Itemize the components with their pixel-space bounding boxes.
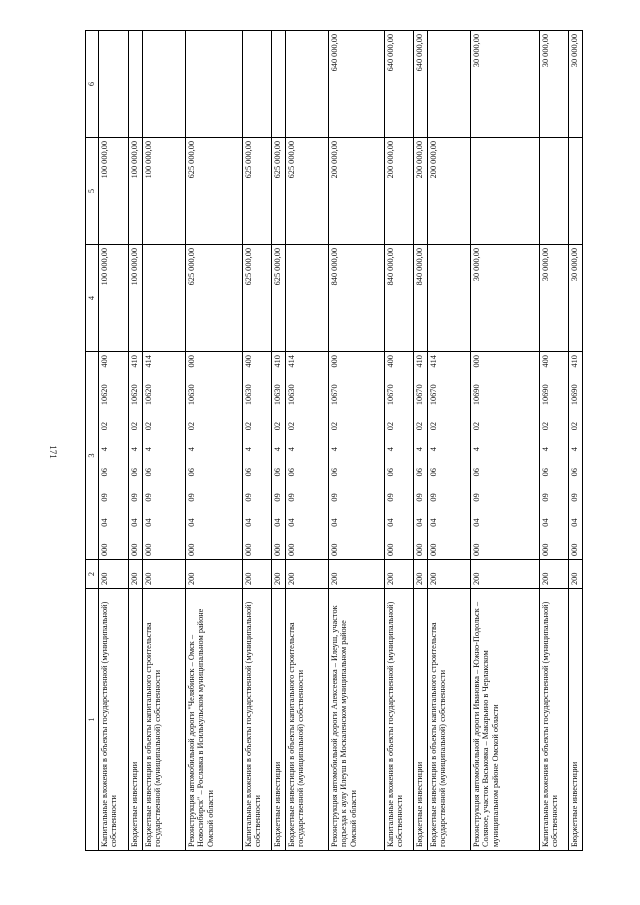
row-name: Реконструкция автомобильной дороги "Челябинск – Омск – Новосибирск" – Рославка в Исилькульском муниципальном районе Омской области xyxy=(185,589,242,851)
row-value-col5: 625 000,00 xyxy=(242,138,271,245)
row-code-200: 200 xyxy=(568,560,582,589)
code-part: 410 xyxy=(272,355,282,368)
table-row xyxy=(470,31,539,851)
code-part: 04 xyxy=(428,518,438,527)
row-value-col4: 30 000,00 xyxy=(470,245,539,352)
column-header: 1 xyxy=(86,589,99,851)
row-value-col4: 625 000,00 xyxy=(242,245,271,352)
code-part: 09 xyxy=(329,493,339,502)
row-value-col4 xyxy=(427,245,470,352)
code-parts xyxy=(415,355,425,556)
code-part: 10630 xyxy=(186,384,196,406)
code-part: 10620 xyxy=(99,384,109,406)
code-part: 06 xyxy=(286,468,296,477)
row-classification-code xyxy=(271,352,285,560)
code-part: 4 xyxy=(143,447,153,452)
page-number: 171 xyxy=(48,445,58,459)
code-part: 4 xyxy=(540,447,550,452)
row-name: Бюджетные инвестиции xyxy=(128,589,142,851)
row-name: Бюджетные инвестиции в объекты капитального строительства государственной (муниципальной) собственности xyxy=(427,589,470,851)
code-part: 04 xyxy=(99,518,109,527)
row-name: Реконструкция автомобильной дороги Ивановка – Южно-Подольск – Соляное, участок Васьковка – Макарьино в Черлакском муниципальном районе Омской области xyxy=(470,589,539,851)
code-part: 02 xyxy=(414,421,424,431)
row-value-col5 xyxy=(539,138,568,245)
row-name: Реконструкция автомобильной дороги Алексеевка – Илеуш, участок подъезда к аулу Илеуш в Москаленском муниципальном районе Омской области xyxy=(328,589,384,851)
code-part: 10670 xyxy=(414,384,424,406)
row-classification-code xyxy=(539,352,568,560)
code-part: 10670 xyxy=(385,384,395,406)
code-part: 02 xyxy=(286,421,296,431)
row-value-col5: 200 000,00 xyxy=(413,138,427,245)
row-value-col6 xyxy=(242,31,271,138)
code-part: 10630 xyxy=(272,384,282,406)
code-part: 09 xyxy=(143,493,153,502)
code-part: 06 xyxy=(569,468,579,477)
code-part: 06 xyxy=(414,468,424,477)
code-part: 000 xyxy=(329,355,339,368)
code-part: 000 xyxy=(99,543,109,556)
row-value-col4: 30 000,00 xyxy=(539,245,568,352)
row-value-col5: 200 000,00 xyxy=(384,138,413,245)
rotated-page xyxy=(85,31,620,851)
code-part: 000 xyxy=(471,543,481,556)
code-part: 410 xyxy=(569,355,579,368)
row-name: Бюджетные инвестиции xyxy=(568,589,582,851)
code-part: 000 xyxy=(129,543,139,556)
code-part: 414 xyxy=(286,355,296,368)
code-part: 4 xyxy=(243,447,253,452)
column-header: 6 xyxy=(86,31,99,138)
code-part: 414 xyxy=(143,355,153,368)
code-part: 02 xyxy=(569,421,579,431)
row-value-col6 xyxy=(98,31,128,138)
row-value-col6 xyxy=(271,31,285,138)
code-part: 02 xyxy=(143,421,153,431)
table-row xyxy=(142,31,185,851)
table-row xyxy=(98,31,128,851)
code-part: 4 xyxy=(186,447,196,452)
code-part: 4 xyxy=(385,447,395,452)
code-part: 09 xyxy=(286,493,296,502)
code-parts xyxy=(187,355,197,556)
code-part: 02 xyxy=(243,421,253,431)
code-part: 06 xyxy=(385,468,395,477)
row-value-col4: 100 000,00 xyxy=(128,245,142,352)
code-part: 04 xyxy=(569,518,579,527)
row-classification-code xyxy=(285,352,328,560)
code-part: 10690 xyxy=(540,384,550,406)
budget-table xyxy=(85,30,583,851)
code-part: 06 xyxy=(540,468,550,477)
row-value-col6 xyxy=(128,31,142,138)
row-value-col5: 100 000,00 xyxy=(98,138,128,245)
code-parts xyxy=(472,355,482,556)
code-part: 10690 xyxy=(569,384,579,406)
code-part: 09 xyxy=(428,493,438,502)
code-part: 4 xyxy=(329,447,339,452)
code-part: 02 xyxy=(129,421,139,431)
row-value-col4: 100 000,00 xyxy=(98,245,128,352)
table-row xyxy=(539,31,568,851)
row-value-col6 xyxy=(427,31,470,138)
code-part: 04 xyxy=(414,518,424,527)
row-value-col4: 625 000,00 xyxy=(271,245,285,352)
code-part: 06 xyxy=(186,468,196,477)
table-row xyxy=(185,31,242,851)
code-part: 09 xyxy=(186,493,196,502)
code-part: 000 xyxy=(286,543,296,556)
code-parts xyxy=(130,355,140,556)
row-code-200: 200 xyxy=(271,560,285,589)
code-part: 06 xyxy=(428,468,438,477)
code-part: 000 xyxy=(186,543,196,556)
code-part: 09 xyxy=(243,493,253,502)
code-part: 000 xyxy=(540,543,550,556)
code-part: 06 xyxy=(243,468,253,477)
row-code-200: 200 xyxy=(427,560,470,589)
row-value-col5: 625 000,00 xyxy=(271,138,285,245)
code-part: 000 xyxy=(414,543,424,556)
row-value-col6: 30 000,00 xyxy=(470,31,539,138)
row-code-200: 200 xyxy=(285,560,328,589)
code-part: 10670 xyxy=(428,384,438,406)
row-value-col6 xyxy=(185,31,242,138)
row-name: Капитальные вложения в объекты государственной (муниципальной) собственности xyxy=(384,589,413,851)
code-part: 04 xyxy=(129,518,139,527)
row-value-col5: 625 000,00 xyxy=(285,138,328,245)
code-part: 06 xyxy=(272,468,282,477)
code-part: 09 xyxy=(99,493,109,502)
row-value-col5: 625 000,00 xyxy=(185,138,242,245)
row-code-200: 200 xyxy=(128,560,142,589)
row-code-200: 200 xyxy=(242,560,271,589)
row-value-col6: 640 000,00 xyxy=(384,31,413,138)
row-name: Бюджетные инвестиции в объекты капитального строительства государственной (муниципальной) собственности xyxy=(142,589,185,851)
code-part: 400 xyxy=(540,355,550,368)
code-part: 4 xyxy=(569,447,579,452)
code-parts xyxy=(330,355,340,556)
code-part: 04 xyxy=(540,518,550,527)
code-part: 10620 xyxy=(129,384,139,406)
code-part: 09 xyxy=(129,493,139,502)
code-part: 400 xyxy=(243,355,253,368)
row-value-col5: 200 000,00 xyxy=(328,138,384,245)
code-parts xyxy=(429,355,439,556)
column-header: 4 xyxy=(86,245,99,352)
code-part: 06 xyxy=(143,468,153,477)
table-row xyxy=(242,31,271,851)
code-part: 10670 xyxy=(329,384,339,406)
row-classification-code xyxy=(98,352,128,560)
code-part: 04 xyxy=(471,518,481,527)
table-row xyxy=(328,31,384,851)
code-part: 000 xyxy=(428,543,438,556)
row-code-200: 200 xyxy=(185,560,242,589)
code-part: 06 xyxy=(329,468,339,477)
row-classification-code xyxy=(185,352,242,560)
code-part: 02 xyxy=(272,421,282,431)
row-value-col4 xyxy=(142,245,185,352)
code-part: 02 xyxy=(329,421,339,431)
row-value-col6 xyxy=(142,31,185,138)
code-part: 06 xyxy=(471,468,481,477)
code-part: 4 xyxy=(414,447,424,452)
code-part: 4 xyxy=(129,447,139,452)
row-value-col4: 840 000,00 xyxy=(413,245,427,352)
row-value-col6: 640 000,00 xyxy=(328,31,384,138)
table-row xyxy=(271,31,285,851)
table-row xyxy=(413,31,427,851)
row-classification-code xyxy=(413,352,427,560)
code-part: 09 xyxy=(414,493,424,502)
code-parts xyxy=(570,355,580,556)
row-classification-code xyxy=(384,352,413,560)
code-part: 000 xyxy=(272,543,282,556)
row-code-200: 200 xyxy=(413,560,427,589)
row-value-col6: 640 000,00 xyxy=(413,31,427,138)
row-classification-code xyxy=(427,352,470,560)
table-row xyxy=(568,31,582,851)
code-part: 4 xyxy=(99,447,109,452)
row-value-col5: 100 000,00 xyxy=(128,138,142,245)
code-part: 06 xyxy=(129,468,139,477)
row-value-col5 xyxy=(568,138,582,245)
row-code-200: 200 xyxy=(470,560,539,589)
code-part: 000 xyxy=(329,543,339,556)
code-part: 02 xyxy=(471,421,481,431)
code-part: 400 xyxy=(385,355,395,368)
code-parts xyxy=(100,355,110,556)
code-part: 000 xyxy=(471,355,481,368)
code-part: 4 xyxy=(272,447,282,452)
row-code-200: 200 xyxy=(539,560,568,589)
code-part: 410 xyxy=(129,355,139,368)
row-value-col6 xyxy=(285,31,328,138)
code-part: 000 xyxy=(243,543,253,556)
code-part: 09 xyxy=(272,493,282,502)
code-part: 410 xyxy=(414,355,424,368)
code-part: 04 xyxy=(329,518,339,527)
column-header: 3 xyxy=(86,352,99,560)
code-part: 10620 xyxy=(143,384,153,406)
code-part: 09 xyxy=(385,493,395,502)
code-part: 000 xyxy=(569,543,579,556)
row-classification-code xyxy=(128,352,142,560)
row-code-200: 200 xyxy=(384,560,413,589)
code-part: 4 xyxy=(471,447,481,452)
table-row xyxy=(285,31,328,851)
table-row xyxy=(384,31,413,851)
row-name: Капитальные вложения в объекты государственной (муниципальной) собственности xyxy=(242,589,271,851)
row-value-col5 xyxy=(470,138,539,245)
row-value-col6: 30 000,00 xyxy=(539,31,568,138)
code-part: 4 xyxy=(428,447,438,452)
row-code-200: 200 xyxy=(328,560,384,589)
table-row xyxy=(427,31,470,851)
code-part: 04 xyxy=(272,518,282,527)
code-part: 000 xyxy=(186,355,196,368)
row-classification-code xyxy=(568,352,582,560)
code-part: 04 xyxy=(286,518,296,527)
row-value-col5: 200 000,00 xyxy=(427,138,470,245)
code-part: 400 xyxy=(99,355,109,368)
table-row xyxy=(128,31,142,851)
code-parts xyxy=(144,355,154,556)
code-part: 000 xyxy=(143,543,153,556)
row-name: Капитальные вложения в объекты государственной (муниципальной) собственности xyxy=(539,589,568,851)
row-classification-code xyxy=(328,352,384,560)
code-parts xyxy=(273,355,283,556)
code-parts xyxy=(244,355,254,556)
row-value-col6: 30 000,00 xyxy=(568,31,582,138)
row-classification-code xyxy=(242,352,271,560)
row-name: Бюджетные инвестиции xyxy=(413,589,427,851)
row-value-col4: 625 000,00 xyxy=(185,245,242,352)
code-part: 04 xyxy=(385,518,395,527)
row-name: Бюджетные инвестиции в объекты капитального строительства государственной (муниципальной) собственности xyxy=(285,589,328,851)
code-part: 04 xyxy=(243,518,253,527)
table-body xyxy=(98,31,582,851)
row-value-col4 xyxy=(285,245,328,352)
row-name: Бюджетные инвестиции xyxy=(271,589,285,851)
code-part: 10630 xyxy=(286,384,296,406)
row-value-col4: 30 000,00 xyxy=(568,245,582,352)
code-parts xyxy=(541,355,551,556)
row-classification-code xyxy=(142,352,185,560)
code-part: 000 xyxy=(385,543,395,556)
code-part: 10630 xyxy=(243,384,253,406)
code-part: 02 xyxy=(428,421,438,431)
row-name: Капитальные вложения в объекты государственной (муниципальной) собственности xyxy=(98,589,128,851)
code-part: 414 xyxy=(428,355,438,368)
code-part: 02 xyxy=(99,421,109,431)
code-part: 09 xyxy=(569,493,579,502)
code-parts xyxy=(386,355,396,556)
column-header: 5 xyxy=(86,138,99,245)
code-part: 09 xyxy=(540,493,550,502)
code-part: 06 xyxy=(99,468,109,477)
code-part: 04 xyxy=(186,518,196,527)
code-part: 02 xyxy=(540,421,550,431)
row-value-col4: 840 000,00 xyxy=(328,245,384,352)
row-code-200: 200 xyxy=(142,560,185,589)
code-part: 02 xyxy=(385,421,395,431)
row-code-200: 200 xyxy=(98,560,128,589)
row-value-col4: 840 000,00 xyxy=(384,245,413,352)
row-classification-code xyxy=(470,352,539,560)
header-row xyxy=(86,31,99,851)
code-part: 02 xyxy=(186,421,196,431)
column-header: 2 xyxy=(86,560,99,589)
row-value-col5: 100 000,00 xyxy=(142,138,185,245)
code-part: 10690 xyxy=(471,384,481,406)
code-part: 09 xyxy=(471,493,481,502)
code-part: 04 xyxy=(143,518,153,527)
code-part: 4 xyxy=(286,447,296,452)
code-parts xyxy=(287,355,297,556)
